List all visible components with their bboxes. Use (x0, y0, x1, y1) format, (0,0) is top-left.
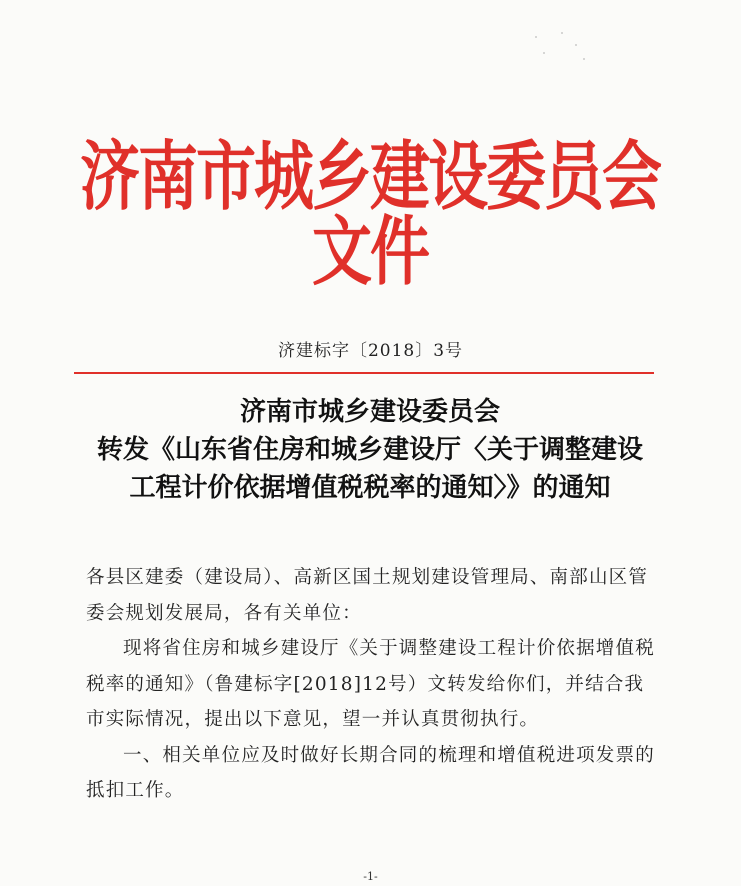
body-content (86, 560, 656, 809)
title-line-2: 转发《山东省住房和城乡建设厅〈关于调整建设 (96, 435, 643, 465)
title-line-3: 工程计价依据增值税税率的通知〉》的通知 (129, 473, 611, 503)
item-1-paragraph: 一、相关单位应及时做好长期合同的梳理和增值税进项发票的抵扣工作。 (86, 744, 655, 801)
intro-paragraph: 现将省住房和城乡建设厅《关于调整建设工程计价依据增值税税率的通知》（鲁建标字[2018]12号）文转发给你们，并结合我市实际情况，提出以下意见，望一并认真贯彻执行。 (86, 638, 655, 730)
masthead-title: 济南市城乡建设委员会文件 (80, 133, 660, 297)
document-number: 济建标字〔2018〕3号 (277, 341, 464, 361)
scan-noise (531, 30, 591, 70)
page-number: -1- (363, 870, 378, 883)
addressee-paragraph: 各县区建委（建设局）、高新区国土规划建设管理局、南部山区管委会规划发展局，各有关单位： (86, 567, 649, 624)
red-divider (74, 372, 654, 374)
notice-title (60, 393, 680, 507)
title-line-1: 济南市城乡建设委员会 (239, 397, 500, 427)
